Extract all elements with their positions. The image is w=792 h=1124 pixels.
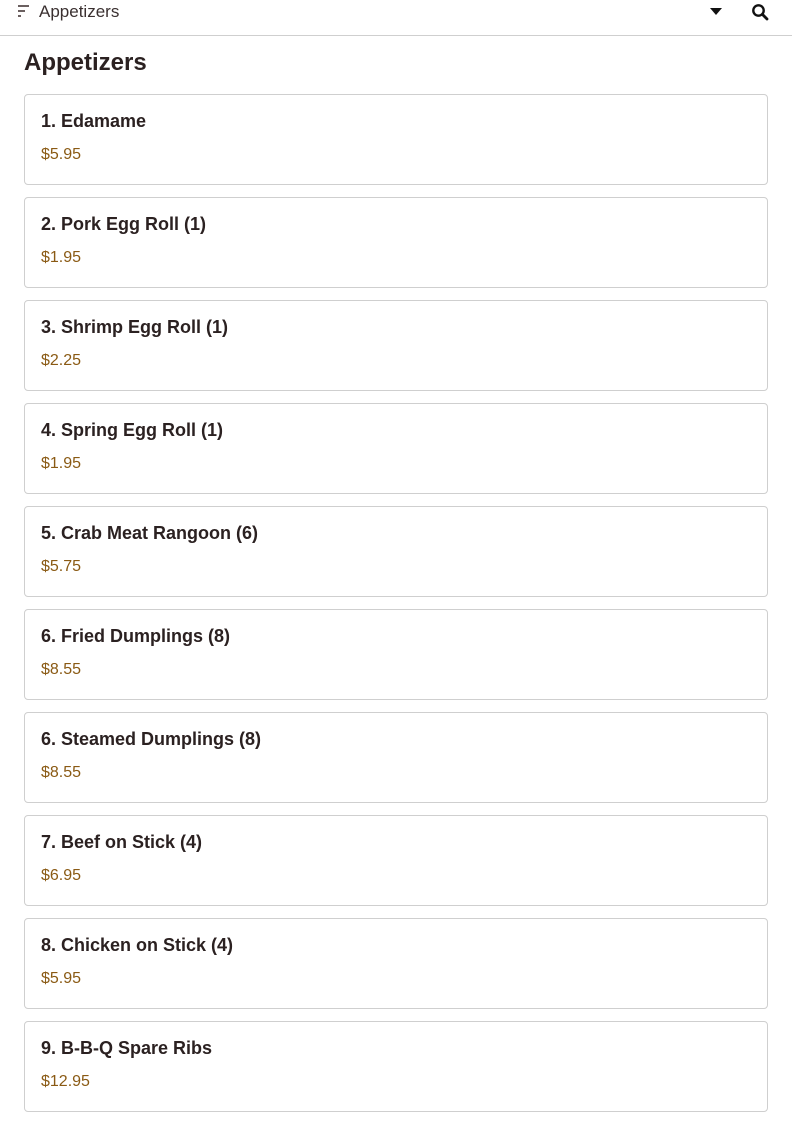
menu-item-card[interactable] xyxy=(24,94,768,185)
menu-item-card[interactable] xyxy=(24,712,768,803)
menu-item-name: 2. Pork Egg Roll (1) xyxy=(41,214,207,234)
menu-item-price: $1.95 xyxy=(41,455,82,472)
menu-item-card[interactable] xyxy=(24,1021,768,1112)
menu-item-name: 7. Beef on Stick (4) xyxy=(41,832,203,852)
menu-item-price: $5.75 xyxy=(41,558,82,575)
menu-item-name: 1. Edamame xyxy=(41,111,147,131)
menu-item-price: $8.55 xyxy=(41,661,82,678)
menu-item-name: 9. B-B-Q Spare Ribs xyxy=(41,1038,213,1058)
menu-item-card[interactable] xyxy=(24,197,768,288)
category-header-bar xyxy=(0,0,792,36)
menu-item-name: 5. Crab Meat Rangoon (6) xyxy=(41,523,259,543)
menu-item-name: 6. Fried Dumplings (8) xyxy=(41,626,231,646)
menu-item-name: 4. Spring Egg Roll (1) xyxy=(41,420,224,440)
section-title: Appetizers xyxy=(24,49,147,76)
search-icon[interactable] xyxy=(751,3,769,21)
menu-item-card[interactable] xyxy=(24,403,768,494)
menu-item-card[interactable] xyxy=(24,300,768,391)
menu-item-name: 6. Steamed Dumplings (8) xyxy=(41,729,262,749)
menu-item-card[interactable] xyxy=(24,609,768,700)
menu-item-price: $6.95 xyxy=(41,867,82,884)
menu-item-card[interactable] xyxy=(24,506,768,597)
caret-down-icon[interactable] xyxy=(708,5,724,19)
menu-item-price: $2.25 xyxy=(41,352,82,369)
menu-item-price: $8.55 xyxy=(41,764,82,781)
filter-lines-icon[interactable] xyxy=(18,4,32,20)
menu-item-price: $5.95 xyxy=(41,146,82,163)
menu-item-name: 3. Shrimp Egg Roll (1) xyxy=(41,317,229,337)
menu-item-card[interactable] xyxy=(24,918,768,1009)
menu-item-name: 8. Chicken on Stick (4) xyxy=(41,935,234,955)
menu-item-price: $1.95 xyxy=(41,249,82,266)
menu-item-card[interactable] xyxy=(24,815,768,906)
menu-item-price: $5.95 xyxy=(41,970,82,987)
category-selector-label[interactable]: Appetizers xyxy=(39,2,120,21)
menu-item-list xyxy=(24,94,768,1124)
menu-item-price: $12.95 xyxy=(41,1073,90,1090)
